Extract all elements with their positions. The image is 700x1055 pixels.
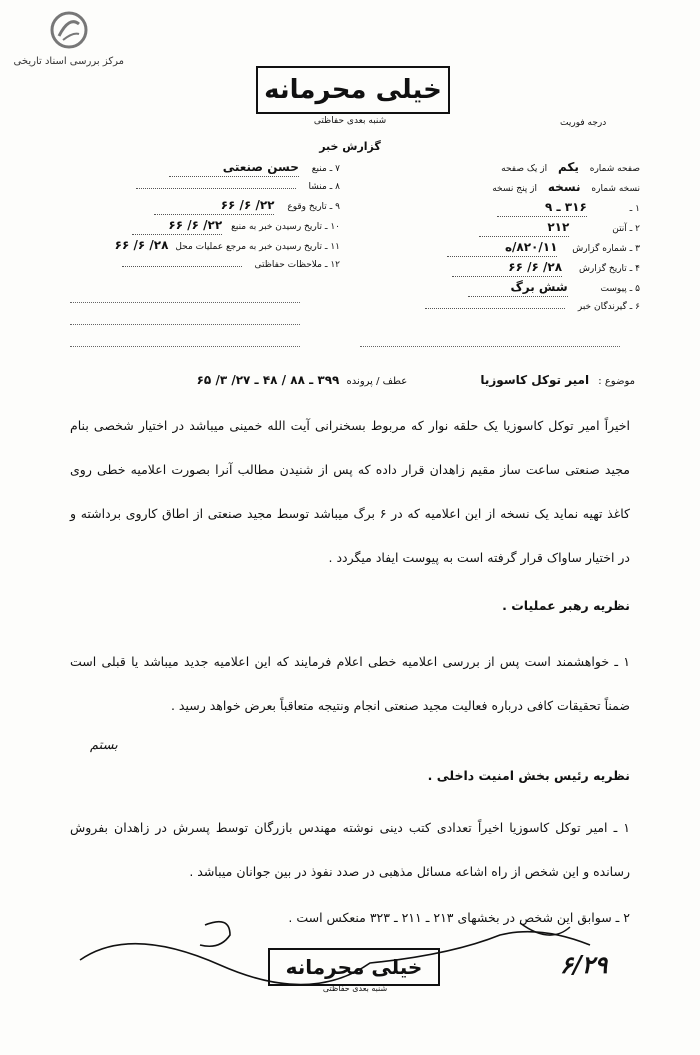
field-row: ۹ ـ تاریخ وقوع ۲۲/ ۶/ ۶۶ <box>20 196 340 216</box>
margin-note: بستم <box>90 738 118 753</box>
field-row: ۸ ـ منشا <box>20 178 340 196</box>
watermark-text: مرکز بررسی اسناد تاریخی <box>13 56 124 67</box>
urgency-label: درجه فوریت <box>560 118 607 128</box>
field-row: ۱۱ ـ تاریخ رسیدن خبر به مرجع عملیات محل ۲۸/ ۶/ ۶۶ <box>114 238 340 252</box>
opinion-heading: نظریه رئیس بخش امنیت داخلی . <box>427 768 630 783</box>
field-row: نسخه شماره نسخه از پنج نسخه <box>492 180 640 194</box>
reference-label: عطف / پرونده <box>346 376 408 387</box>
handwritten-date: ۶/۲۹ <box>560 950 608 979</box>
field-row: ۱۲ ـ ملاحظات حفاظتی <box>20 256 340 274</box>
classification-subtitle-bottom: شنبه بعدی حفاظتی <box>322 984 388 993</box>
field-row: صفحه شماره یکم از یک صفحه <box>501 160 640 174</box>
classification-stamp-bottom: خیلی محرمانه <box>268 948 440 986</box>
classification-stamp: خیلی محرمانه <box>256 66 450 114</box>
field-row: ۱۰ ـ تاریخ رسیدن خبر به منبع ۲۲/ ۶/ ۶۶ <box>20 216 340 236</box>
field-row: ۵ ـ پیوست شش برگ <box>380 278 640 298</box>
opinion-heading: نظریه رهبر عملیات . <box>502 598 630 613</box>
field-row: ۱ ـ ۳۱۶ ـ ۹ <box>380 198 640 218</box>
opinion-paragraph: ۱ ـ امیر توکل کاسوزیا اخیراً تعدادی کتب دینی نوشته مهندس بازرگان توسط پسرش در زاهدان بفروش رسانده و این شخص از راه اشاعه مسائل مذهبی در صدد نفوذ در بین جوانان میباشد . <box>70 820 630 879</box>
field-row: ۳ ـ شماره گزارش ۸۲۰/۱۱/ه <box>380 238 640 258</box>
fields-right <box>380 158 640 316</box>
field-row: ۲ ـ آنتن ۲۱۲ <box>380 218 640 238</box>
ruled-line <box>360 346 620 347</box>
archive-logo-icon <box>49 10 89 50</box>
field-row: ۶ ـ گیرندگان خبر <box>380 298 640 316</box>
subject-value: امیر توکل کاسوزیا <box>480 373 590 387</box>
report-title: گزارش خبر <box>319 140 381 153</box>
watermark <box>14 10 124 67</box>
opinion-paragraph: ۲ ـ سوابق این شخص در بخشهای ۲۱۳ ـ ۲۱۱ ـ ۳۲۳ منعکس است . <box>288 910 630 925</box>
ruled-line <box>70 324 300 325</box>
body-paragraph: اخیراً امیر توکل کاسوزیا یک حلقه نوار که مربوط بسخنرانی آیت الله خمینی میباشد در اختیار شخصی بنام مجید صنعتی ساعت ساز مقیم زاهدان قرار داده که پس از شنیدن مطالب آنرا بصورت اعلامیه خطی روی کاغذ تهیه نماید یک نسخه از این اعلامیه که در ۶ برگ میباشد توسط مجید صنعتی از اطاق کاروی برداشته و در اختیار ساواک قرار گرفته است به پیوست ایفاد میگردد . <box>70 418 630 565</box>
reference-value: ۳۹۹ ـ ۸۸ / ۴۸ ـ ۲۷/ ۳/ ۶۵ <box>196 373 340 387</box>
subject-label: موضوع : <box>598 376 635 387</box>
classification-subtitle: شنبه بعدی حفاظتی <box>313 116 387 126</box>
ruled-line <box>70 346 300 347</box>
fields-left <box>20 158 340 274</box>
opinion-paragraph: ۱ ـ خواهشمند است پس از بررسی اعلامیه خطی اعلام فرمایند که این اعلامیه جدید میباشد یا قبلی است ضمناً تحقیقات کافی درباره فعالیت مجید صنعتی انجام ونتیجه متعاقباً بعرض خواهد رسید . <box>70 654 630 713</box>
field-row: ۷ ـ منبع حسن صنعتی <box>20 158 340 178</box>
subject-row <box>60 373 635 387</box>
field-row: ۴ ـ تاریخ گزارش ۲۸/ ۶/ ۶۶ <box>380 258 640 278</box>
ruled-line <box>70 302 300 303</box>
